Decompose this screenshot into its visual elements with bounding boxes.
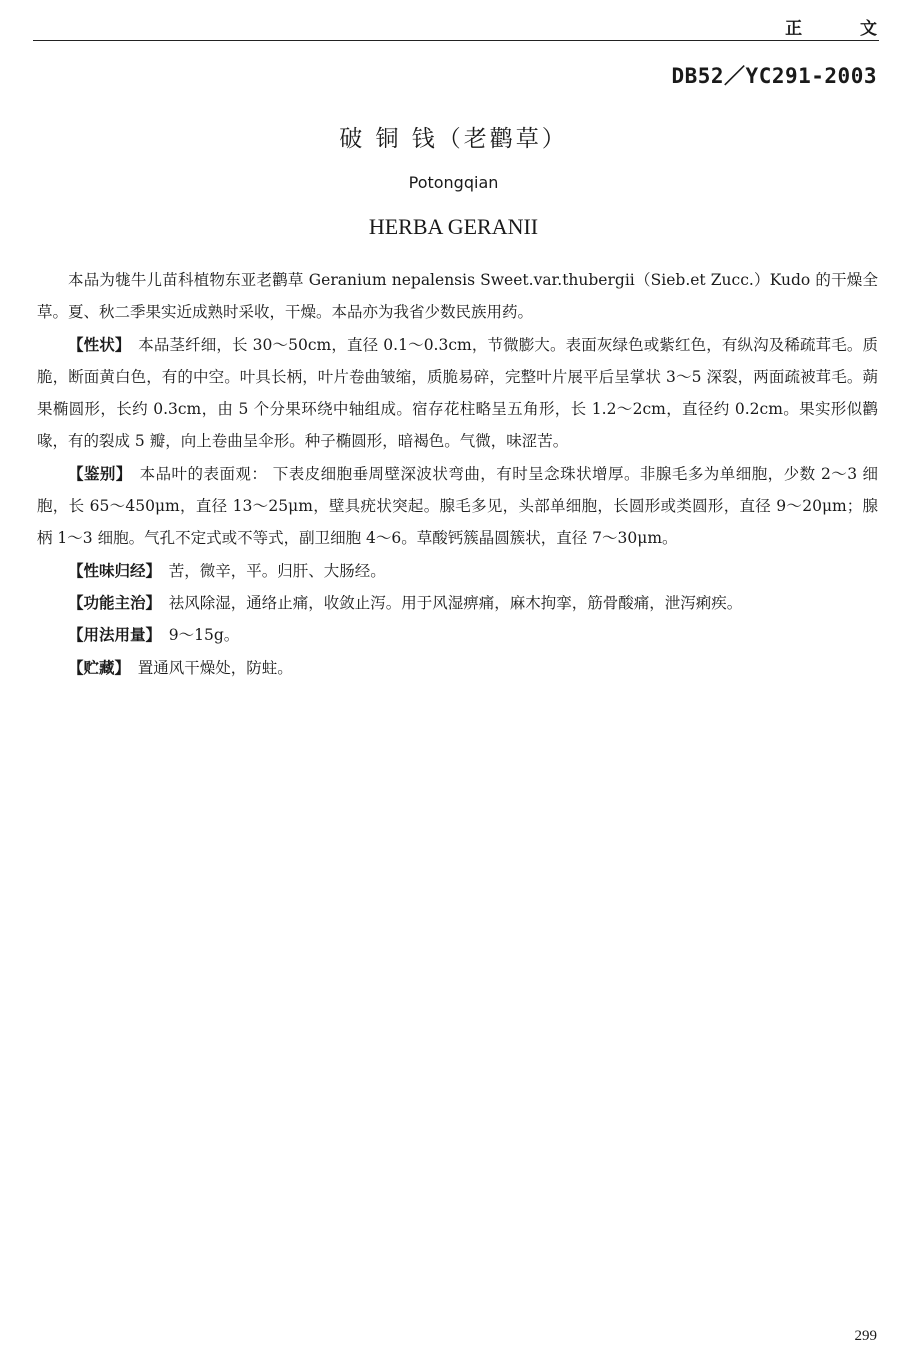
section-storage bbox=[37, 652, 878, 684]
section-heading: 【用法用量】 bbox=[68, 625, 162, 645]
title-latin: HERBA GERANII bbox=[368, 214, 539, 239]
section-text: 本品叶的表面观： 下表皮细胞垂周壁深波状弯曲，有时呈念珠状增厚。非腺毛多为单细胞，少数 2～3 细胞，长 65～450μm，直径 13～25μm，壁具疣状突起。腺毛多见，头部单细胞，长圆形或类圆形，直径 9～20μm；腺柄 1～3 细胞。气孔不定式或不等式，副卫细胞 4～6。草酸钙簇晶圆簇状，直径 7～30μm。 bbox=[37, 464, 878, 548]
section-text: 祛风除湿，通络止痛，收敛止泻。用于风湿痹痛，麻木拘挛，筋骨酸痛，泄泻痢疾。 bbox=[168, 593, 743, 612]
section-heading: 【鉴别】 bbox=[68, 463, 132, 483]
monograph-body bbox=[37, 264, 878, 684]
section-label: 正 文 bbox=[785, 19, 903, 39]
section-dosage bbox=[37, 619, 878, 651]
section-text: 苦，微辛，平。归肝、大肠经。 bbox=[168, 561, 386, 580]
section-functions bbox=[37, 587, 878, 619]
title-pinyin: Potongqian bbox=[408, 173, 499, 192]
section-text: 9～15g。 bbox=[168, 626, 240, 645]
section-heading: 【性味归经】 bbox=[68, 560, 162, 580]
section-text: 本品茎纤细，长 30～50cm，直径 0.1～0.3cm，节微膨大。表面灰绿色或紫红色，有纵沟及稀疏茸毛。质脆，断面黄白色，有的中空。叶具长柄，叶片卷曲皱缩，质脆易碎，完整叶片展平后呈掌状 3～5 深裂，两面疏被茸毛。蒴果椭圆形，长约 0.3cm，由 5 个分果环绕中轴组成。宿存花柱略呈五角形，长 1.2～2cm，直径约 0.2cm。果实形似鹳喙，有的裂成 5 瓣，向上卷曲呈伞形。种子椭圆形，暗褐色。气微，味涩苦。 bbox=[37, 335, 878, 451]
intro-paragraph: 本品为牻牛儿苗科植物东亚老鹳草 Geranium nepalensis Sweet.var.thubergii（Sieb.et Zucc.）Kudo 的干燥全草。夏、秋二季果实近成熟时采收，干燥。本品亦为我省少数民族用药。 bbox=[37, 271, 878, 322]
section-identification bbox=[37, 458, 878, 555]
section-nature-meridian bbox=[37, 555, 878, 587]
section-text: 置通风干燥处，防蛀。 bbox=[137, 658, 293, 677]
page-number: 299 bbox=[854, 1328, 877, 1344]
header-divider bbox=[33, 40, 879, 41]
section-description bbox=[37, 329, 878, 458]
section-heading: 【贮藏】 bbox=[68, 657, 131, 677]
section-heading: 【功能主治】 bbox=[68, 592, 162, 612]
standard-code: DB52／YC291-2003 bbox=[671, 64, 877, 88]
title-chinese: 破 铜 钱（老鹳草） bbox=[339, 126, 568, 152]
section-heading: 【性状】 bbox=[68, 334, 131, 354]
